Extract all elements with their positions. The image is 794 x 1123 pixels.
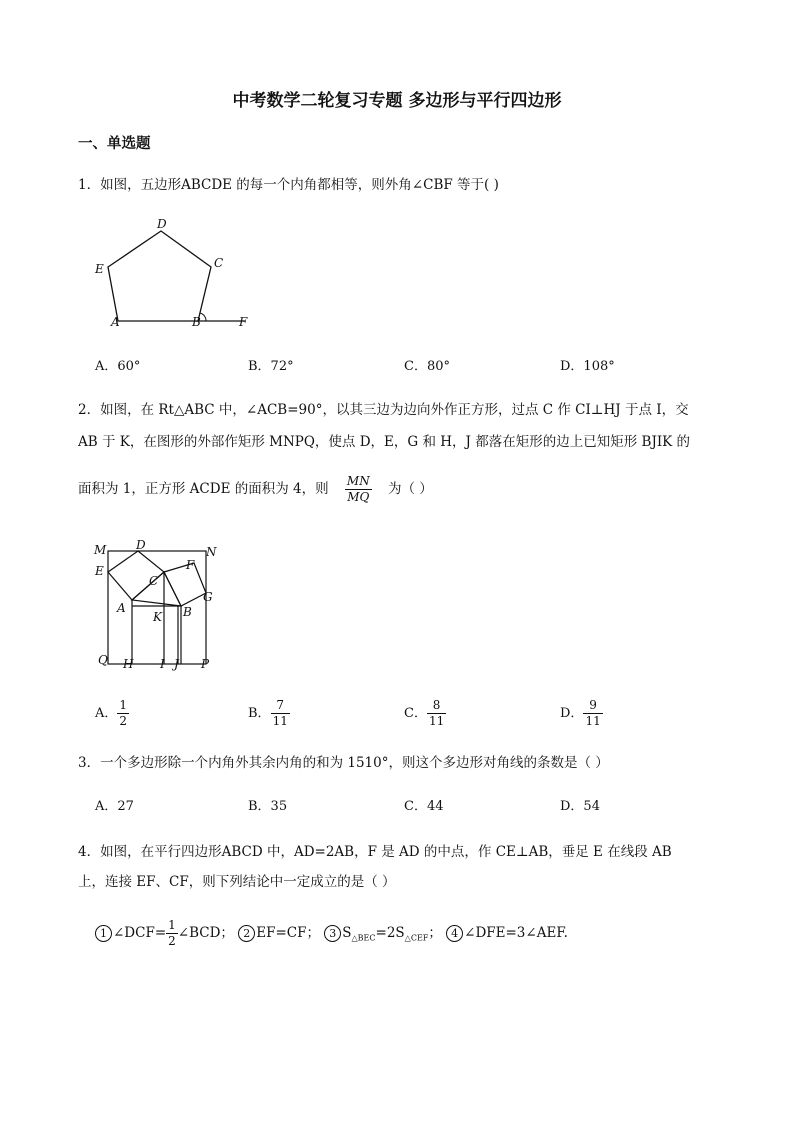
q2-option-c[interactable]: [404, 698, 446, 729]
label-A: A: [117, 601, 126, 615]
label-E: E: [95, 564, 104, 578]
question-3-stem: 3．一个多边形除一个内角外其余内角的和为 1510°，则这个多边形对角线的条数是（ ）: [78, 755, 609, 771]
pentagon-figure: [88, 213, 263, 333]
numerator: 9: [583, 698, 602, 714]
statement-3-b: =2S: [375, 925, 405, 941]
denominator: 11: [272, 714, 288, 728]
q3-option-a[interactable]: A．27: [95, 799, 134, 814]
statement-1-fraction: [166, 918, 178, 949]
option-fraction: [117, 698, 129, 729]
circled-number-3: 3: [324, 925, 341, 942]
option-letter: C．: [404, 706, 427, 721]
denominator: 2: [168, 934, 176, 948]
label-B: B: [192, 315, 201, 329]
q3-option-b[interactable]: B．35: [248, 799, 288, 814]
label-P: P: [201, 657, 210, 671]
question-4-statements: [95, 918, 568, 949]
numerator: 8: [427, 698, 446, 714]
option-letter: A．: [95, 706, 118, 721]
question-2-line-3: [78, 474, 433, 505]
question-2-line-1: 2．如图，在 Rt△ABC 中，∠ACB=90°，以其三边为边向外作正方形，过点 C 作 CI⊥HJ 于点 I，交: [78, 402, 689, 418]
label-G: G: [203, 590, 213, 604]
circled-number-4: 4: [446, 925, 463, 942]
option-letter: D．: [560, 706, 584, 721]
label-H: H: [123, 657, 134, 671]
question-4-line-2: 上，连接 EF、CF，则下列结论中一定成立的是（ ）: [78, 874, 396, 890]
statement-4: ∠DFE=3∠AEF.: [464, 925, 568, 941]
option-fraction: [427, 698, 446, 729]
numerator: 7: [271, 698, 290, 714]
label-A: A: [111, 315, 120, 329]
statement-3-sub-1: △BEC: [351, 933, 376, 943]
question-2-tail: 为（ ）: [388, 481, 433, 497]
numerator: 1: [168, 918, 176, 932]
numerator: 1: [119, 698, 128, 712]
q1-option-a[interactable]: A．60°: [95, 359, 141, 374]
statement-3-c: ；: [428, 925, 442, 941]
question-1-stem: 1．如图，五边形ABCDE 的每一个内角都相等，则外角∠CBF 等于( ): [78, 177, 499, 193]
question-2-line-3-text: 面积为 1，正方形 ACDE 的面积为 4，则: [78, 481, 329, 497]
option-letter: B．: [248, 706, 271, 721]
q2-option-b[interactable]: [248, 698, 290, 729]
page-title: 中考数学二轮复习专题 多边形与平行四边形: [232, 91, 562, 111]
label-K: K: [153, 610, 162, 624]
statement-2: EF=CF；: [256, 925, 320, 941]
section-heading: 一、单选题: [78, 135, 151, 152]
q2-option-d[interactable]: [560, 698, 603, 729]
q1-option-b[interactable]: B．72°: [248, 359, 294, 374]
option-fraction: [583, 698, 602, 729]
q1-option-c[interactable]: C．80°: [404, 359, 450, 374]
denominator: 11: [428, 714, 445, 728]
statement-1-post: ∠BCD；: [177, 925, 234, 941]
q1-option-d[interactable]: D．108°: [560, 359, 615, 374]
label-D: D: [157, 217, 167, 231]
label-J: J: [174, 657, 179, 671]
circled-number-1: 1: [95, 925, 112, 942]
statement-3-sub-2: △CEF: [404, 933, 429, 943]
label-F: F: [239, 315, 248, 329]
question-4-line-1: 4．如图，在平行四边形ABCD 中，AD=2AB，F 是 AD 的中点，作 CE⊥AB，垂足 E 在线段 AB: [78, 844, 672, 860]
circled-number-2: 2: [238, 925, 255, 942]
statement-1-pre: ∠DCF=: [113, 925, 167, 941]
q3-option-d[interactable]: D．54: [560, 799, 600, 814]
denominator: 11: [585, 714, 601, 728]
fraction-denominator: MQ: [347, 490, 370, 504]
denominator: 2: [119, 714, 128, 728]
q2-option-a[interactable]: [95, 698, 129, 729]
question-2-line-2: AB 于 K，在图形的外部作矩形 MNPQ，使点 D，E，G 和 H，J 都落在矩形的边上已知矩形 BJIK 的: [78, 434, 691, 450]
label-M: M: [94, 543, 107, 557]
label-N: N: [206, 545, 217, 559]
label-C: C: [149, 574, 159, 588]
label-Q: Q: [98, 653, 108, 667]
label-C: C: [214, 256, 224, 270]
label-B: B: [183, 605, 192, 619]
option-fraction: [271, 698, 290, 729]
fraction-numerator: MN: [346, 474, 370, 488]
squares-rectangle-figure: [90, 538, 225, 673]
label-F: F: [186, 558, 195, 572]
label-I: I: [160, 657, 165, 671]
statement-3-a: S: [342, 925, 352, 941]
label-D: D: [136, 538, 146, 552]
label-E: E: [95, 262, 104, 276]
q3-option-c[interactable]: C．44: [404, 799, 444, 814]
mn-over-mq-fraction: [345, 474, 372, 505]
